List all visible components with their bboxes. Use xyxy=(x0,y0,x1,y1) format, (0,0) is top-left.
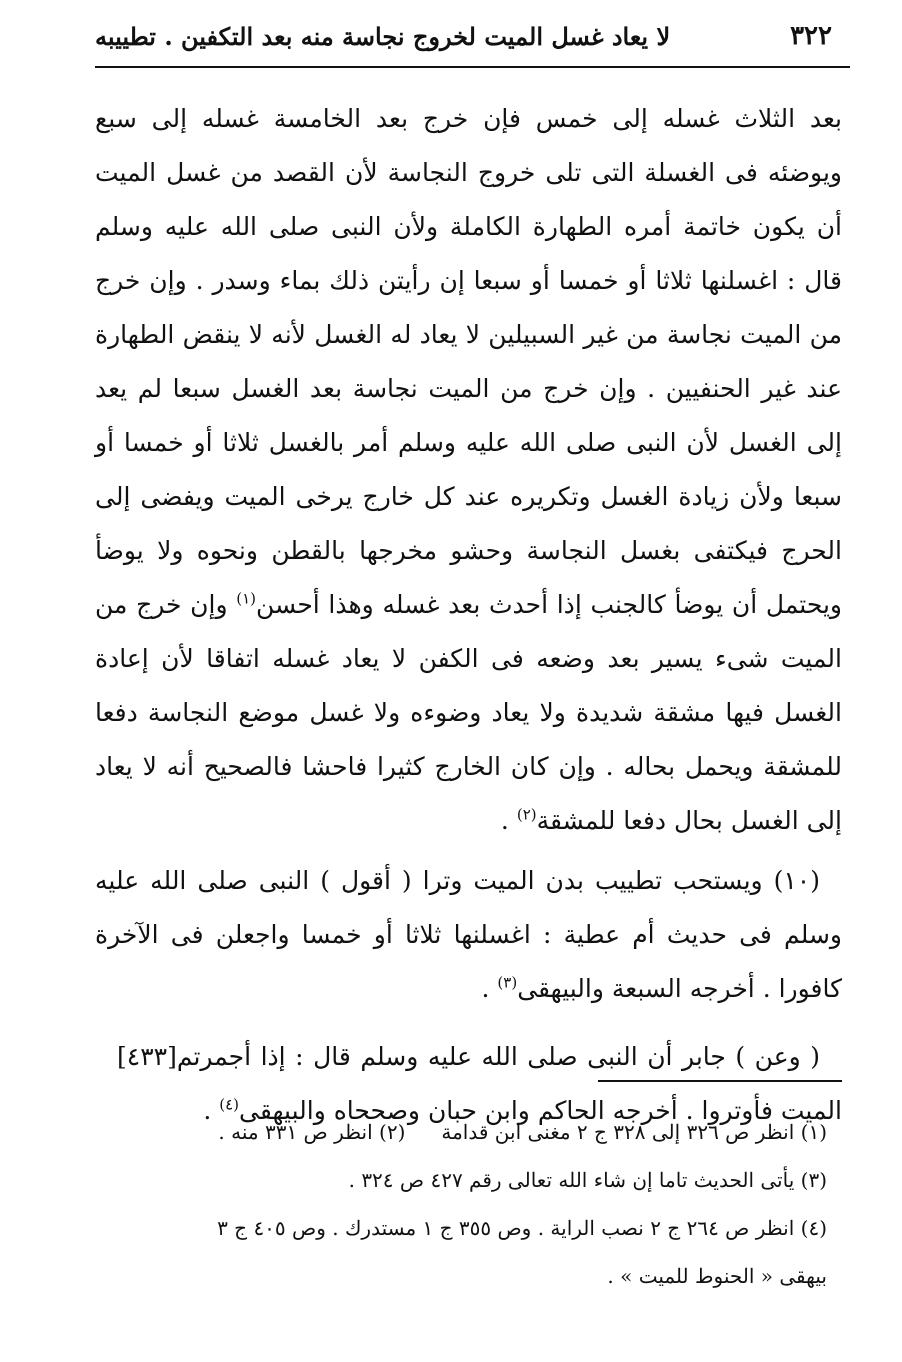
footnotes xyxy=(85,1108,827,1300)
footnote-ref-4: (٤) xyxy=(219,1095,240,1114)
paragraph-2-text: (١٠) ويستحب تطييب بدن الميت وترا ( أقول ) النبى صلى الله عليه وسلم فى حديث أم عطية : اغسلنها ثلاثا أو خمسا واجعلن فى الآخرة كافورا . أخرجه السبعة والبيهقى xyxy=(95,866,842,1003)
paragraph-3-text: ( وعن ) جابر أن النبى صلى الله عليه وسلم قال : إذا أجمرتم الميت فأوتروا . أخرجه الحاكم وابن حبان وصححاه والبيهقى xyxy=(176,1042,842,1125)
paragraph-1-end: . xyxy=(500,806,517,835)
footnote-2: (٢) انظر ص ٣٣١ منه . xyxy=(218,1120,406,1144)
footnote-ref-3: (٣) xyxy=(497,973,518,992)
page-number: ٣٢٢ xyxy=(790,21,832,51)
footnote-1: (١) انظر ص ٣٢٦ إلى ٣٢٨ ج ٢ مغنى ابن قدامة xyxy=(441,1120,827,1144)
footnote-ref-1: (١) xyxy=(236,589,257,608)
paragraph-1-continuation: وإن خرج من الميت شىء يسير بعد وضعه فى الكفن لا يعاد غسله اتفاقا لأن إعادة الغسل فيها مشقة شديدة ولا يعاد وضوءه ولا غسل موضع النجاسة دفعا للمشقة ويحمل بحاله . وإن كان الخارج كثيرا فاحشا فالصحيح أنه لا يعاد إلى الغسل بحال دفعا للمشقة xyxy=(95,590,842,835)
paragraph-1 xyxy=(95,92,842,848)
footnote-4: (٤) انظر ص ٢٦٤ ج ٢ نصب الراية . وص ٣٥٥ ج ١ مستدرك . وص ٤٠٥ ج ٣ xyxy=(217,1216,827,1240)
footnote-rule xyxy=(598,1080,842,1082)
paragraph-3-end: . xyxy=(203,1096,220,1125)
page-header xyxy=(95,14,832,58)
footnote-ref-2: (٢) xyxy=(516,805,537,824)
footnote-1-2 xyxy=(85,1108,827,1156)
header-rule xyxy=(95,66,850,68)
running-title: لا يعاد غسل الميت لخروج نجاسة منه بعد التكفين . تطييبه xyxy=(95,21,671,51)
footnote-4-continuation: بيهقى « الحنوط للميت » . xyxy=(607,1264,827,1288)
footnote-3: (٣) يأتى الحديث تاما إن شاء الله تعالى رقم ٤٢٧ ص ٣٢٤ . xyxy=(348,1168,827,1192)
body-text xyxy=(95,92,842,1138)
paragraph-1-text: بعد الثلاث غسله إلى خمس فإن خرج بعد الخامسة غسله إلى سبع ويوضئه فى الغسلة التى تلى خروج النجاسة لأن القصد من غسل الميت أن يكون خاتمة أمره الطهارة الكاملة ولأن النبى صلى الله عليه وسلم قال : اغسلنها ثلاثا أو خمسا أو سبعا إن رأيتن ذلك بماء وسدر . وإن خرج من الميت نجاسة من غير السبيلين لا يعاد له الغسل لأنه لا ينقض الطهارة عند غير الحنفيين . وإن خرج من الميت نجاسة بعد الغسل سبعا لم يعد إلى الغسل لأن النبى صلى الله عليه وسلم أمر بالغسل ثلاثا أو خمسا أو سبعا ولأن زيادة الغسل وتكريره عند كل خارج يرخى الميت ويفضى إلى الحرج فيكتفى بغسل النجاسة وحشو مخرجها بالقطن ونحوه ولا يوضأ ويحتمل أن يوضأ كالجنب إذا أحدث بعد غسله وهذا أحسن xyxy=(95,104,843,619)
paragraph-2-end: . xyxy=(481,974,498,1003)
paragraph-2 xyxy=(95,854,842,1016)
page-reference: [٤٣٣] xyxy=(117,1042,177,1071)
